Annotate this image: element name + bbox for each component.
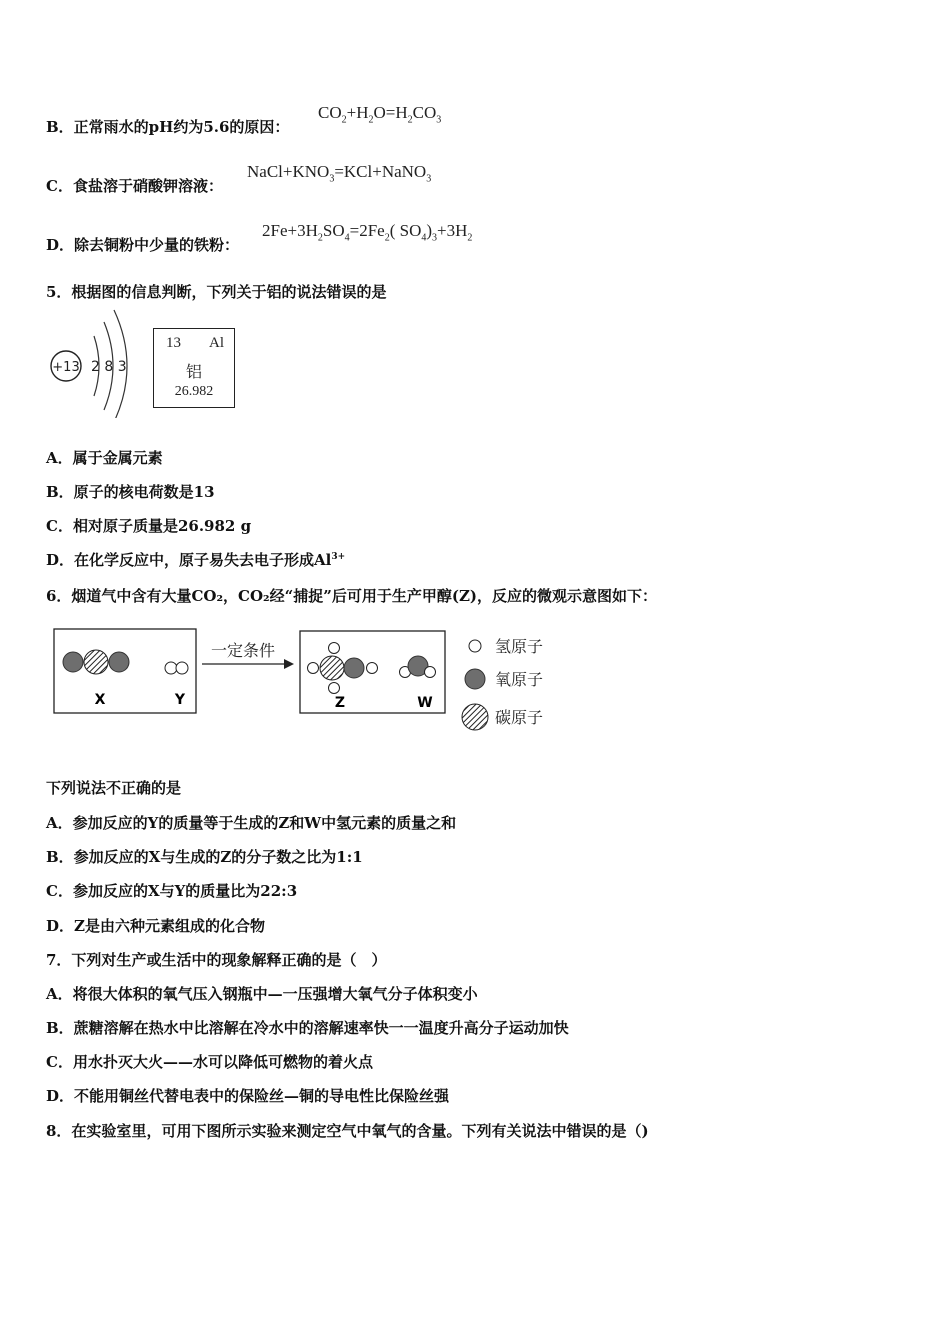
q8-stem: 8．在实验室里，可用下图所示实验来测定空气中氧气的含量。下列有关说法中错误的是（) xyxy=(46,1122,649,1140)
element-name: 铝 xyxy=(185,364,202,381)
element-symbol: Al xyxy=(209,335,224,351)
ion-charge: 3+ xyxy=(331,552,346,562)
q5-stem: 5．根据图的信息判断，下列关于铝的说法错误的是 xyxy=(46,283,387,301)
z-hydrogen-top xyxy=(329,643,340,654)
q6-option-b: B．参加反应的X与生成的Z的分子数之比为1:1 xyxy=(46,848,363,866)
legend-carbon-label: 碳原子 xyxy=(495,708,544,727)
x-oxygen-atom-right xyxy=(109,652,129,672)
q5-option-a: A．属于金属元素 xyxy=(46,449,163,467)
q4-option-d: D．除去铜粉中少量的铁粉： xyxy=(46,236,240,254)
legend-hydrogen-icon xyxy=(469,640,481,652)
y-hydrogen-atom-2 xyxy=(176,662,188,674)
z-carbon-atom xyxy=(320,656,344,680)
nucleus-charge: +13 xyxy=(52,360,80,375)
w-hydrogen-right xyxy=(425,667,436,678)
q6-option-a: A．参加反应的Y的质量等于生成的Z和W中氢元素的质量之和 xyxy=(46,814,457,832)
atomic-number: 13 xyxy=(166,335,181,351)
label-y: Y xyxy=(174,692,186,708)
q7-stem: 7．下列对生产或生活中的现象解释正确的是（ ） xyxy=(46,951,387,969)
q6-prompt: 下列说法不正确的是 xyxy=(46,779,182,797)
q5-option-d: D．在化学反应中，原子易失去电子形成$Al^{3+}$ xyxy=(46,551,346,569)
legend-oxygen-icon xyxy=(465,669,485,689)
atomic-mass: 26.982 xyxy=(174,384,214,399)
y-hydrogen-atom-1 xyxy=(165,662,177,674)
reaction-micro-diagram xyxy=(50,626,570,736)
aluminum-atom-structure-diagram xyxy=(44,308,144,418)
z-hydrogen-left xyxy=(308,663,319,674)
q7-option-d: D．不能用铜丝代替电表中的保险丝—铜的导电性比保险丝强 xyxy=(46,1087,450,1105)
z-oxygen-atom xyxy=(344,658,364,678)
reaction-condition: 一定条件 xyxy=(210,641,276,660)
q4-option-d-equation: $2Fe+3H_2SO_4=2Fe_2$( $SO_4)_3+3H_2$ xyxy=(262,221,473,244)
legend-hydrogen-label: 氢原子 xyxy=(495,637,544,656)
periodic-table-cell-aluminum xyxy=(153,328,235,408)
q5-option-c: C．相对原子质量是26.982 g xyxy=(46,517,252,535)
q4-option-b: B．正常雨水的pH约为5.6的原因： xyxy=(46,118,290,136)
z-hydrogen-right xyxy=(367,663,378,674)
legend-carbon-icon xyxy=(462,704,488,730)
q6-stem: 6．烟道气中含有大量CO₂，CO₂经“捕捉”后可用于生产甲醇(Z)，反应的微观示意图如下： xyxy=(46,587,657,605)
electron-counts: 2 8 3 xyxy=(91,359,127,375)
legend-oxygen-label: 氧原子 xyxy=(495,670,544,689)
label-x: X xyxy=(94,692,106,708)
q6-option-d: D．Z是由六种元素组成的化合物 xyxy=(46,917,265,935)
reaction-arrow-head xyxy=(284,659,294,669)
q7-option-a: A．将很大体积的氧气压入钢瓶中—一压强增大氧气分子体积变小 xyxy=(46,985,478,1003)
x-oxygen-atom-left xyxy=(63,652,83,672)
q4-option-c: C．食盐溶于硝酸钾溶液： xyxy=(46,177,223,195)
q7-option-b: B．蔗糖溶解在热水中比溶解在冷水中的溶解速率快一一温度升高分子运动加快 xyxy=(46,1019,569,1037)
label-z: Z xyxy=(334,695,346,711)
q5-option-b: B．原子的核电荷数是13 xyxy=(46,483,215,501)
q4-option-b-equation: $CO_2+H_2O=H_2CO_3$ xyxy=(318,103,442,126)
x-carbon-atom xyxy=(84,650,108,674)
q7-option-c: C．用水扑灭大火——水可以降低可燃物的着火点 xyxy=(46,1053,373,1071)
z-hydrogen-bottom xyxy=(329,683,340,694)
label-w: W xyxy=(417,695,433,711)
q4-option-c-equation: $NaCl+KNO_3=KCl+NaNO_3$ xyxy=(247,162,432,185)
q6-option-c: C．参加反应的X与Y的质量比为22:3 xyxy=(46,882,298,900)
